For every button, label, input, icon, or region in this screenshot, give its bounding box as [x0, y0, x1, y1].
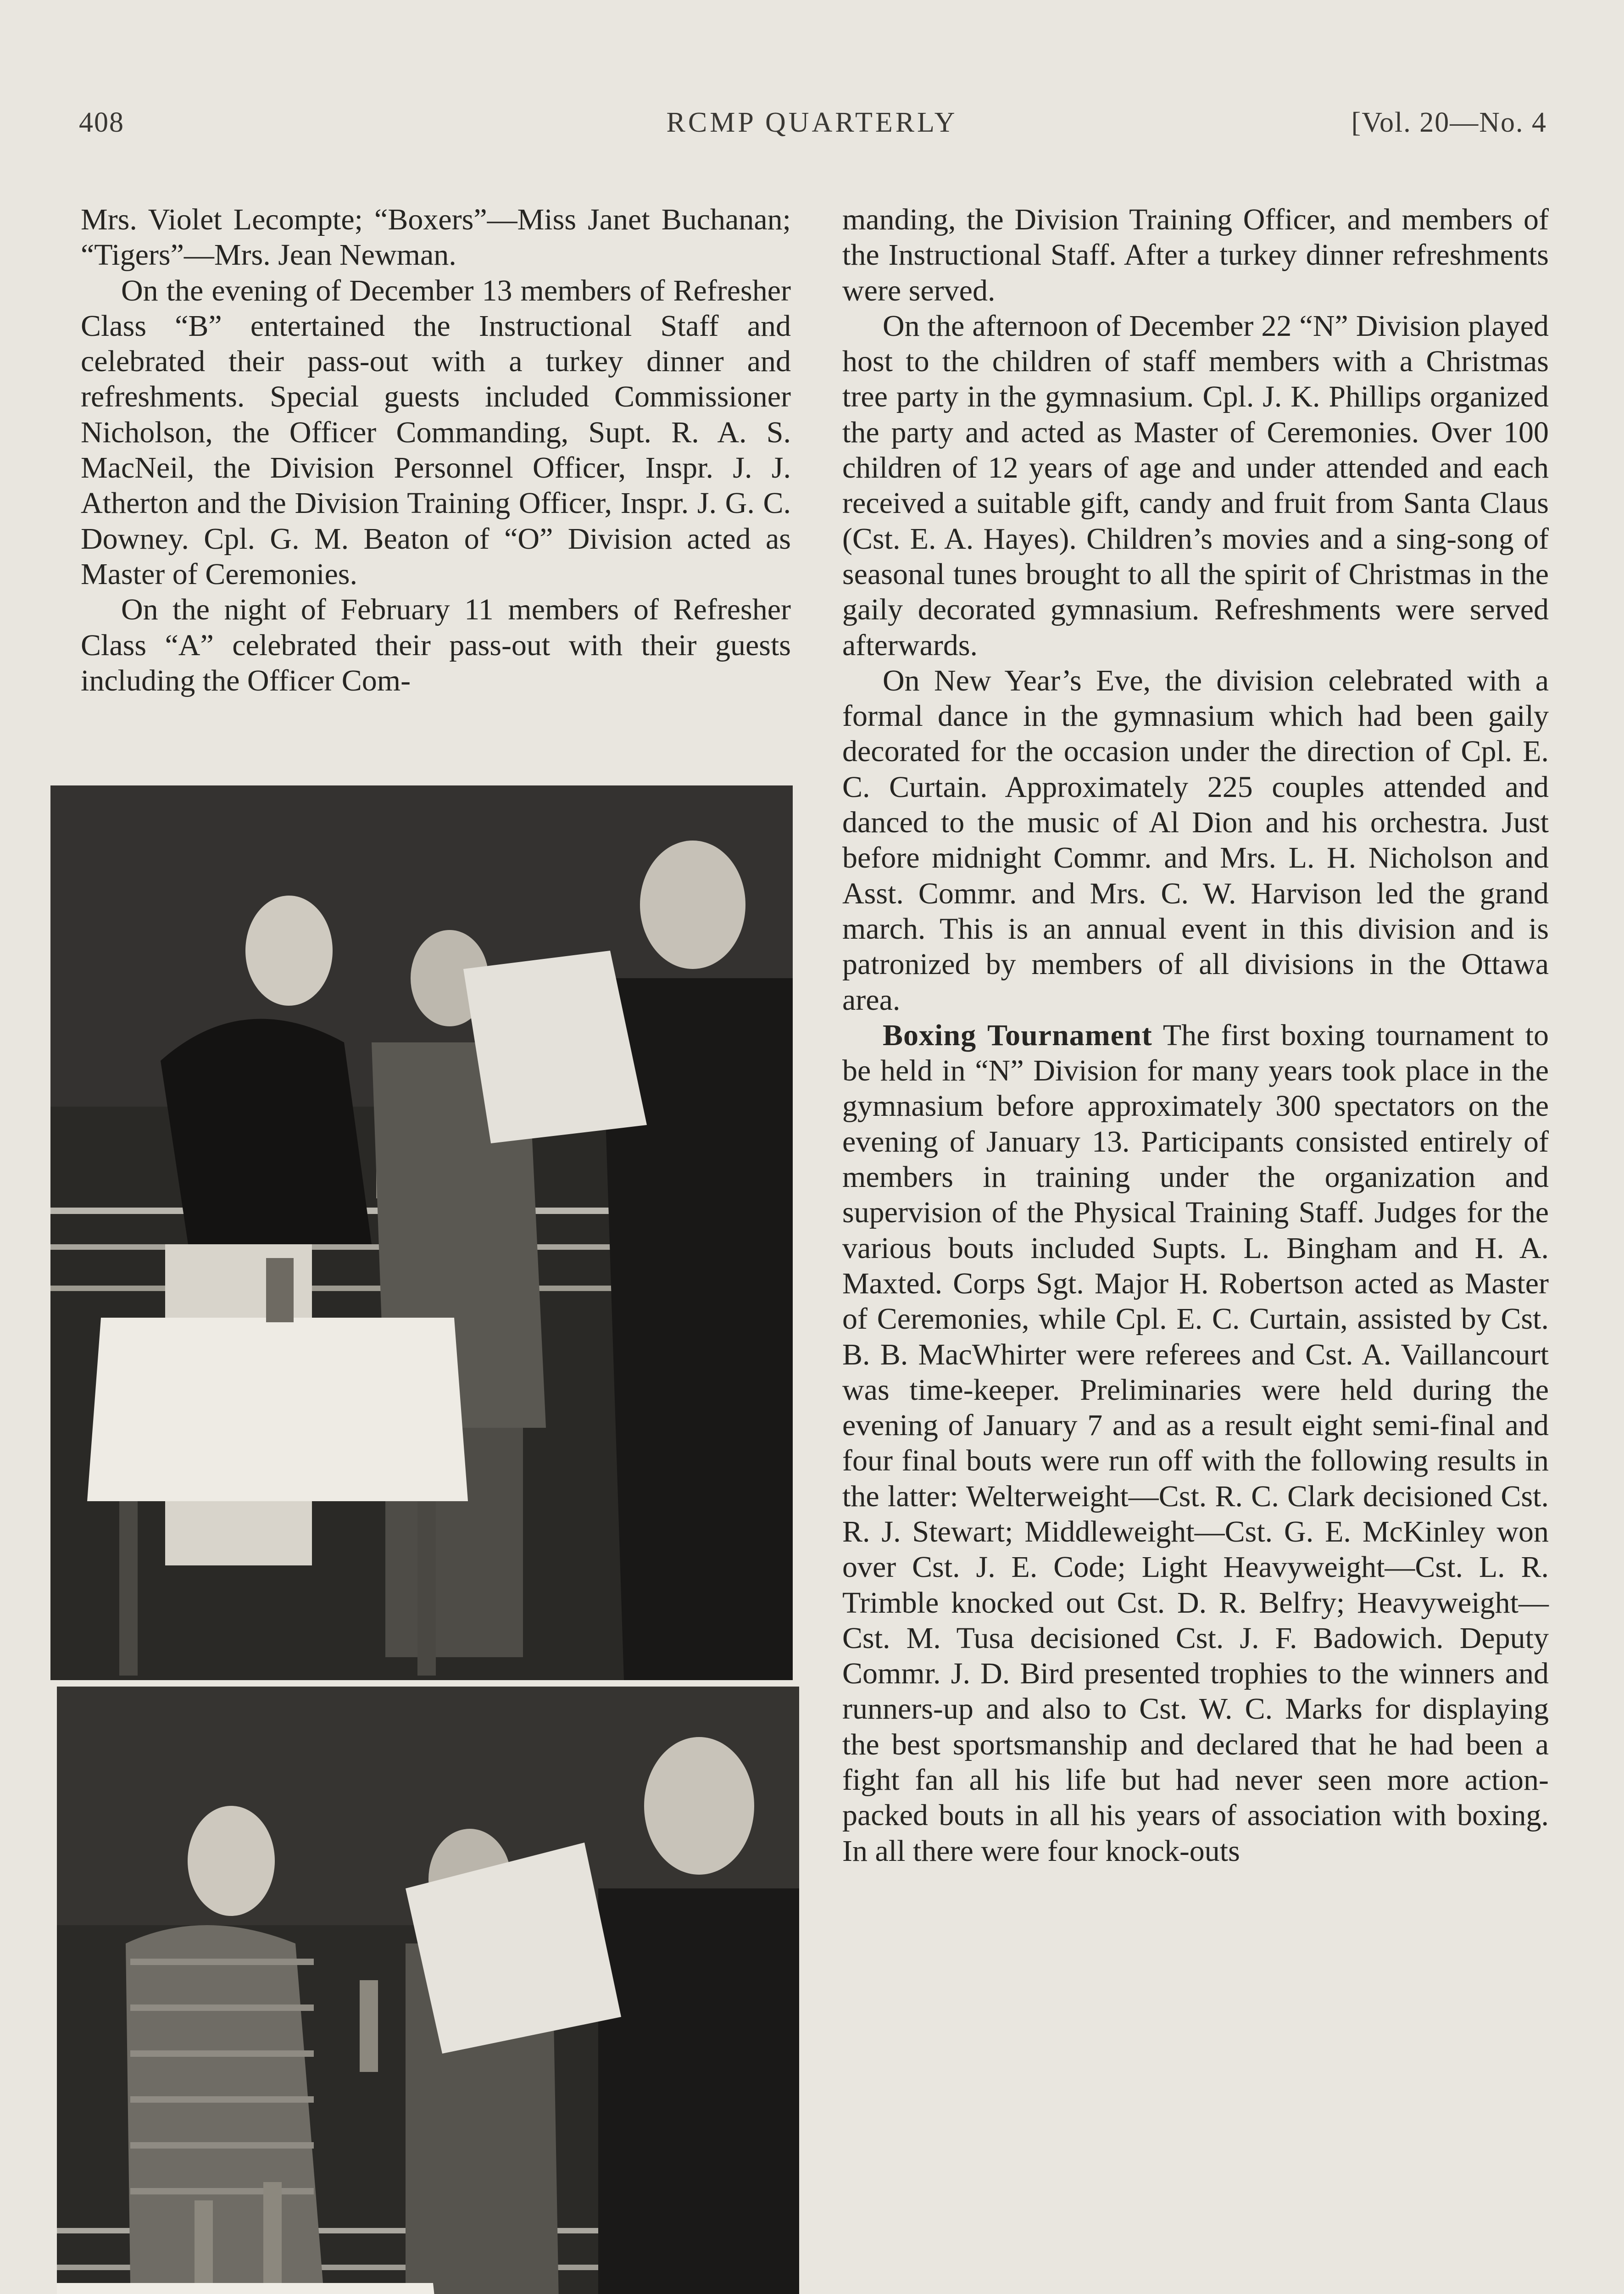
paragraph: On New Year’s Eve, the division celebrated with a formal dance in the gymnasium which had been gaily decorated for the occasion under the direction of Cpl. E. C. Curtain. Approximately 225 couples attended and danced to the music of Al Dion and his orchestra. Just before midnight Commr. and Mrs. L. H. Nicholson and Asst. Commr. and Mrs. C. W. Harvison led the grand march. This is an annual event in this division and is patronized by members of all divisions in the Ottawa area.: [842, 663, 1549, 1017]
paragraph: On the night of February 11 members of Refresher Class “A” celebrated their pass-out with their guests including the Officer Com-: [81, 593, 791, 697]
running-title: RCMP QUARTERLY: [666, 107, 958, 138]
photo-trophy-presentation-top: [50, 785, 793, 1680]
paragraph-body: The first boxing tournament to be held in “N” Division for many years took place in the gymnasium before approximately 300 spectators on the evening of January 13. Participants consisted entirely of members in training under the organization and supervision of the Physical Training Staff. Judges for the various bouts included Supts. L. Bingham and H. A. Maxted. Corps Sgt. Major H. Robertson acted as Master of Ceremonies, while Cpl. E. C. Curtain, assisted by Cst. B. B. MacWhirter were referees and Cst. A. Vaillancourt was time-keeper. Preliminaries were held during the evening of January 7 and as a result eight semi-final and four final bouts were run off with the following results in the latter: Welterweight—Cst. R. C. Clark decisioned Cst. R. J. Stewart; Middleweight—Cst. G. E. McKinley won over Cst. J. E. Code; Light Heavyweight—Cst. L. R. Trimble knocked out Cst. D. R. Belfry; Heavyweight—Cst. M. Tusa decisioned Cst. J. F. Badowich. Deputy Commr. J. D. Bird presented trophies to the winners and runners-up and also to Cst. W. C. Marks for displaying the best sportsmanship and declared that he had been a fight fan all his life but had never seen more action-packed bouts in all his years of association with boxing. In all there were four knock-outs: [842, 1018, 1549, 1868]
volume-issue: [Vol. 20—No. 4: [1351, 107, 1547, 138]
paragraph: Mrs. Violet Lecompte; “Boxers”—Miss Janet Buchanan; “Tigers”—Mrs. Jean Newman.: [81, 203, 791, 272]
photo-trophy-presentation-bottom: [57, 1687, 799, 2294]
photo-illustration: [50, 785, 793, 1680]
right-column-text: [842, 202, 1549, 1869]
paragraph: [842, 1018, 1549, 1869]
page-number: 408: [79, 107, 124, 138]
paragraph: On the afternoon of December 22 “N” Division played host to the children of staff members with a Christmas tree party in the gymnasium. Cpl. J. K. Phillips organized the party and acted as Master of Ceremonies. Over 100 children of 12 years of age and under attended and each received a suitable gift, candy and fruit from Santa Claus (Cst. E. A. Hayes). Children’s movies and a sing-song of seasonal tunes brought to all the spirit of Christmas in the gaily decorated gymnasium. Refreshments were served afterwards.: [842, 309, 1549, 662]
paragraph: manding, the Division Training Officer, and members of the Instructional Staff. After a turkey dinner refreshments were served.: [842, 203, 1549, 307]
photo-illustration: [57, 1687, 799, 2294]
left-column-text: [81, 202, 791, 698]
paragraph: On the evening of December 13 members of Refresher Class “B” entertained the Instructional Staff and celebrated their pass-out with a turkey dinner and refreshments. Special guests included Commissioner Nicholson, the Officer Commanding, Supt. R. A. S. MacNeil, the Division Personnel Officer, Inspr. J. J. Atherton and the Division Training Officer, Inspr. J. G. C. Downey. Cpl. G. M. Beaton of “O” Division acted as Master of Ceremonies.: [81, 273, 791, 591]
section-heading: Boxing Tournament: [883, 1018, 1152, 1052]
